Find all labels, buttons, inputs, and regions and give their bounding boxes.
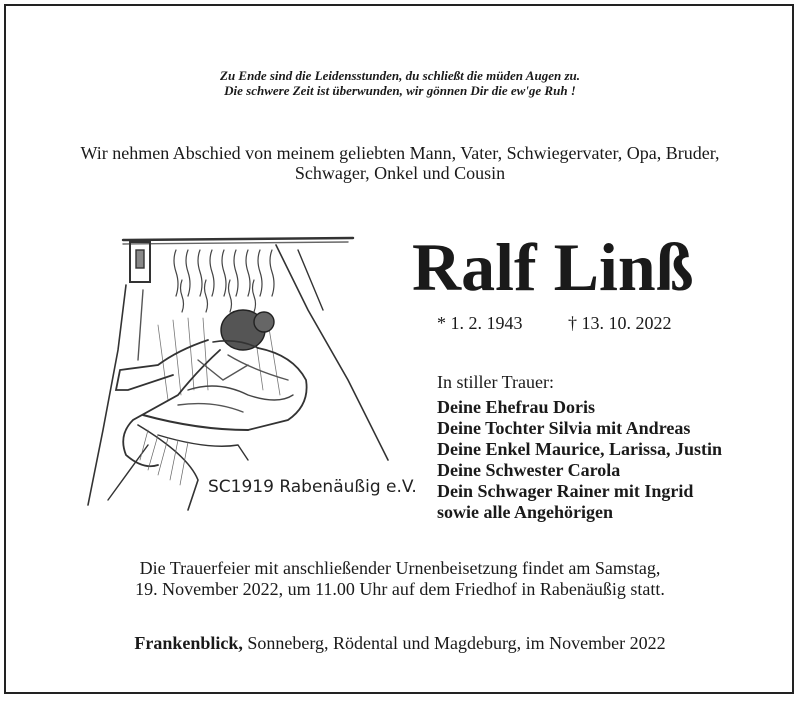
birth-date: * 1. 2. 1943 bbox=[437, 313, 523, 333]
mourner-item: Deine Enkel Maurice, Larissa, Justin bbox=[437, 439, 723, 459]
intro-line-2: Schwager, Onkel und Cousin bbox=[294, 163, 506, 183]
service-line-2: 19. November 2022, um 11.00 Uhr auf dem Friedhof in Rabenäußig statt. bbox=[135, 579, 665, 599]
bowling-sketch-illustration bbox=[48, 230, 418, 520]
closing-rest: Sonneberg, Rödental und Magdeburg, im November 2022 bbox=[242, 633, 666, 653]
intro-line-1: Wir nehmen Abschied von meinem geliebten Mann, Vater, Schwiegervater, Opa, Bruder, bbox=[80, 143, 720, 163]
service-announcement bbox=[0, 558, 800, 600]
mourners-list bbox=[437, 397, 722, 523]
sketch-caption: SC1919 Rabenäußig e.V. bbox=[208, 477, 417, 497]
closing-place: Frankenblick, bbox=[134, 633, 243, 653]
mourner-item: Deine Schwester Carola bbox=[437, 460, 621, 480]
motto-line-2: Die schwere Zeit ist überwunden, wir gönnen Dir die ew'ge Ruh ! bbox=[224, 83, 576, 98]
death-date: † 13. 10. 2022 bbox=[568, 313, 672, 333]
service-line-1: Die Trauerfeier mit anschließender Urnenbeisetzung findet am Samstag, bbox=[139, 558, 661, 578]
mourning-heading: In stiller Trauer: bbox=[437, 372, 554, 392]
mourner-item: Deine Tochter Silvia mit Andreas bbox=[437, 418, 691, 438]
motto-line-1: Zu Ende sind die Leidensstunden, du schließt die müden Augen zu. bbox=[220, 68, 580, 83]
intro-text bbox=[0, 143, 800, 183]
mourner-item: Dein Schwager Rainer mit Ingrid bbox=[437, 481, 694, 501]
mourner-item: sowie alle Angehörigen bbox=[437, 502, 613, 522]
closing-line bbox=[0, 632, 800, 654]
mourner-item: Deine Ehefrau Doris bbox=[437, 397, 595, 417]
deceased-name: Ralf Linß bbox=[412, 229, 694, 305]
